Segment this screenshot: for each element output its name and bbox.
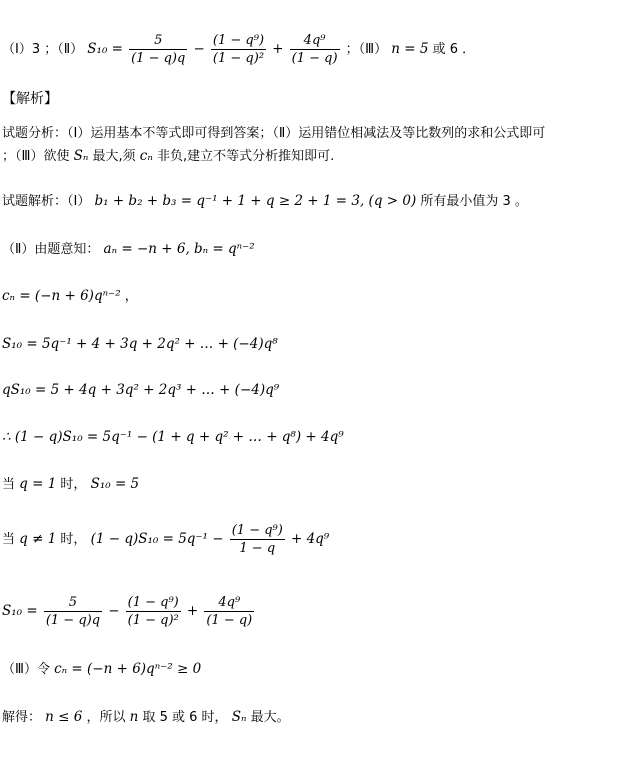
plus-sign: +	[186, 603, 199, 619]
analysis-text: 最大,须	[92, 149, 136, 164]
math-cn: cₙ	[139, 148, 153, 164]
solution-line-6	[2, 428, 344, 447]
answer-part3: 或 6 ．	[432, 42, 476, 57]
math-expression: b₁ + b₂ + b₃ = q⁻¹ + 1 + q ≥ 2 + 1 = 3, (q > 0)	[94, 193, 417, 209]
fraction-denominator: 1 − q	[239, 541, 276, 556]
solution-text: ，所以	[86, 710, 126, 725]
solution-line-7	[2, 475, 139, 494]
solution-text: 所有最小值为 3 。	[420, 194, 528, 209]
solution-text: 当	[2, 532, 16, 547]
math-expression: cₙ = (−n + 6)qⁿ⁻²	[2, 288, 121, 304]
math-expression: q ≠ 1	[19, 531, 57, 547]
math-expression: + 4q⁹	[290, 531, 330, 547]
solution-line-2	[2, 240, 255, 259]
solution-text: 解得：	[2, 710, 42, 725]
fraction-numerator: (1 − q⁹)	[212, 33, 265, 48]
minus-sign: −	[108, 603, 120, 619]
solution-line-4	[2, 335, 278, 354]
math-sn: Sₙ	[73, 148, 89, 164]
math-expression: S₁₀ = 5	[90, 476, 140, 492]
math-expression: ∴ (1 − q)S₁₀ = 5q⁻¹ − (1 + q + q² + … + q⁸) + 4q⁹	[2, 429, 344, 445]
analysis-line-1: 试题分析：（Ⅰ）运用基本不等式即可得到答案；（Ⅱ）运用错位相减法及等比数列的求和公式即可	[2, 126, 546, 141]
math-expression: cₙ = (−n + 6)qⁿ⁻² ≥ 0	[54, 661, 202, 677]
solution-text: 当	[2, 477, 16, 492]
fraction-numerator: 5	[44, 594, 102, 612]
solution-label: （Ⅲ）令	[2, 662, 50, 677]
answer-part2: ；（Ⅲ）	[345, 42, 388, 57]
answer-fraction-1	[129, 32, 187, 67]
math-sn: Sₙ	[231, 709, 247, 725]
fraction-2	[126, 594, 181, 629]
solution-label: （Ⅱ）由题意知：	[2, 242, 100, 257]
analysis-text: ；（Ⅲ）欲使	[2, 149, 70, 164]
fraction-denominator: (1 − q)²	[127, 613, 179, 628]
fraction-denominator: (1 − q)q	[131, 51, 186, 66]
math-expression: qS₁₀ = 5 + 4q + 3q² + 2q³ + … + (−4)q⁹	[2, 382, 280, 398]
solution-label: 试题解析：（Ⅰ）	[2, 194, 91, 209]
solution-text: 取 5 或 6 时，	[142, 710, 228, 725]
fraction-numerator: 4q⁹	[204, 594, 254, 612]
analysis-line-2	[2, 147, 334, 166]
solution-line-10	[2, 660, 201, 679]
math-n: n	[129, 709, 139, 725]
solution-line-8	[2, 522, 329, 557]
analysis-text: 非负,建立不等式分析推知即可.	[156, 149, 335, 164]
math-expression: (1 − q)S₁₀ = 5q⁻¹ −	[90, 531, 224, 547]
solution-text: ，	[124, 289, 138, 304]
fraction-denominator: (1 − q)q	[45, 613, 101, 628]
math-expression: aₙ = −n + 6, bₙ = qⁿ⁻²	[103, 241, 255, 257]
solution-line-1	[2, 192, 528, 211]
fraction-denominator: (1 − q)²	[212, 51, 265, 66]
fraction-numerator: (1 − q⁹)	[231, 523, 283, 538]
math-expression: S₁₀ = 5q⁻¹ + 4 + 3q + 2q² + … + (−4)q⁸	[2, 336, 278, 352]
solution-line-5	[2, 381, 279, 400]
fraction-numerator: 4q⁹	[290, 32, 340, 50]
math-expression: n ≤ 6	[45, 709, 83, 725]
solution-line-3	[2, 287, 138, 306]
answer-n: n = 5	[391, 41, 429, 57]
answer-s10: S₁₀ =	[87, 41, 123, 57]
math-expression: q = 1	[19, 476, 57, 492]
answer-fraction-3	[290, 32, 340, 67]
answer-fraction-2	[211, 32, 266, 67]
minus-sign: −	[193, 41, 205, 57]
math-s10: S₁₀ =	[2, 603, 38, 619]
solution-line-11	[2, 708, 290, 727]
solution-text: 最大。	[250, 710, 290, 725]
fraction-1	[44, 594, 102, 629]
solution-line-9	[2, 594, 256, 629]
solution-text: 时，	[60, 532, 87, 547]
solution-text: 时，	[60, 477, 87, 492]
fraction-denominator: (1 − q)	[291, 51, 338, 66]
fraction	[230, 522, 285, 557]
fraction-3	[204, 594, 254, 629]
answer-part1: （Ⅰ）3 ；（Ⅱ）	[2, 42, 84, 57]
fraction-denominator: (1 − q)	[206, 613, 253, 628]
fraction-numerator: 5	[129, 32, 187, 50]
fraction-numerator: (1 − q⁹)	[127, 595, 179, 610]
answer-line	[2, 32, 475, 67]
analysis-heading: 【解析】	[2, 91, 58, 107]
plus-sign: +	[272, 41, 284, 57]
